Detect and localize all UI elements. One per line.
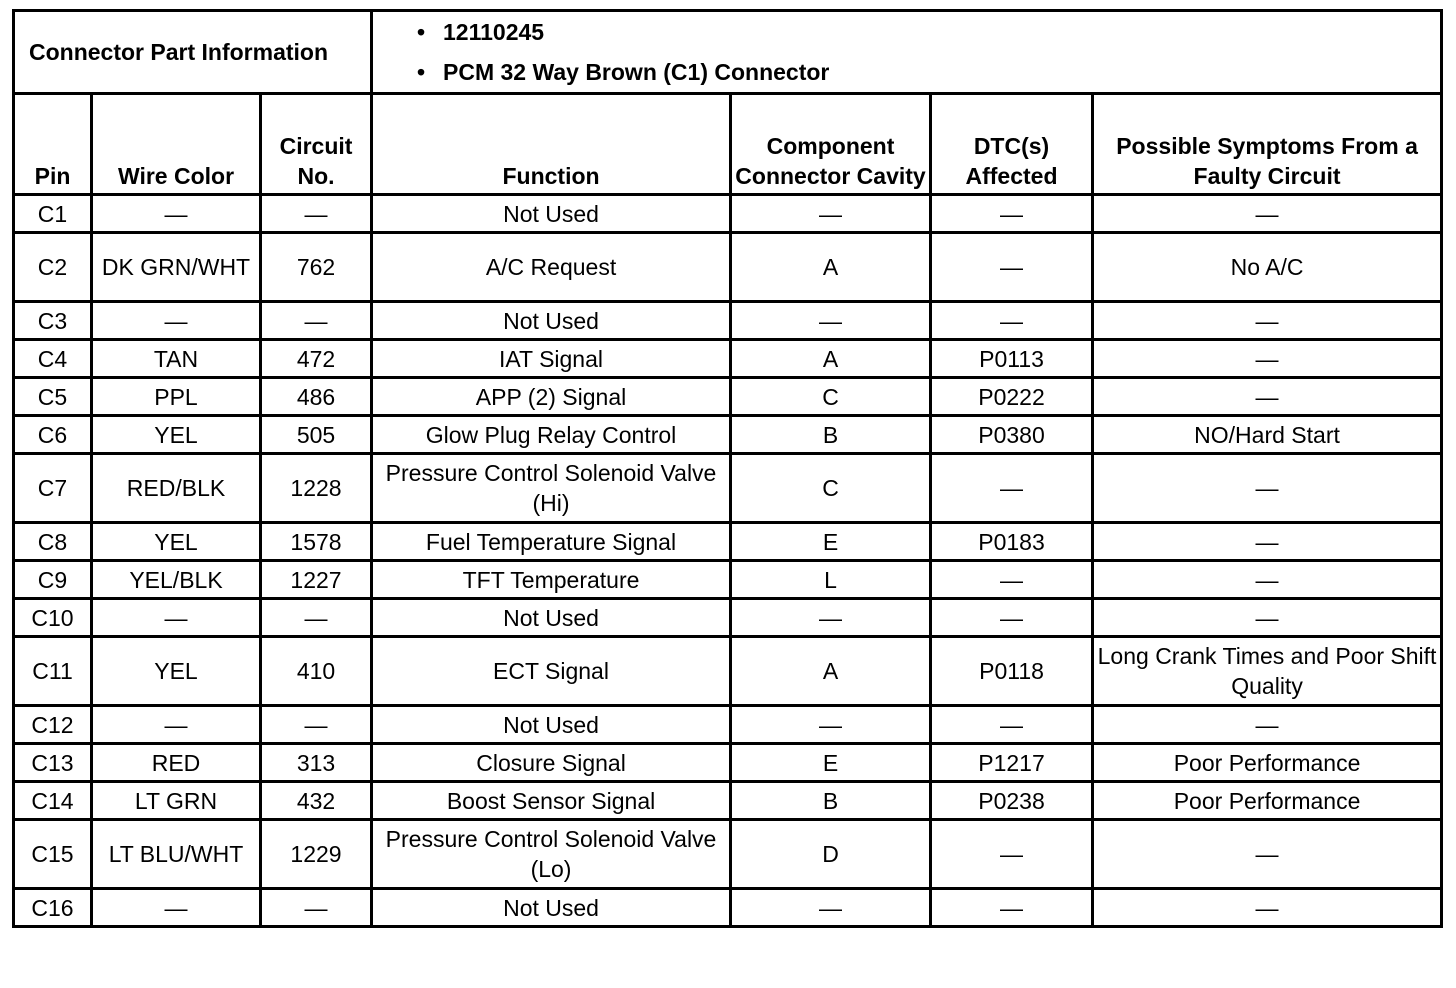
- cell-symptoms: —: [1093, 340, 1442, 378]
- cell-function: Fuel Temperature Signal: [372, 523, 731, 561]
- bullet-icon: •: [417, 59, 426, 85]
- cell-circuit-no: 313: [261, 744, 372, 782]
- cell-cavity: —: [731, 889, 931, 927]
- cell-dtc: —: [931, 195, 1093, 233]
- cell-pin: C12: [14, 706, 92, 744]
- table-row: [14, 302, 1442, 340]
- cell-dtc: —: [931, 302, 1093, 340]
- cell-dtc: P0222: [931, 378, 1093, 416]
- cell-function: Boost Sensor Signal: [372, 782, 731, 820]
- cell-symptoms: Poor Performance: [1093, 744, 1442, 782]
- cell-cavity: B: [731, 416, 931, 454]
- col-header-cavity: Component Connector Cavity: [731, 94, 931, 195]
- cell-wire-color: LT BLU/WHT: [92, 820, 261, 889]
- cell-wire-color: LT GRN: [92, 782, 261, 820]
- cell-function: Not Used: [372, 889, 731, 927]
- cell-cavity: L: [731, 561, 931, 599]
- cell-wire-color: TAN: [92, 340, 261, 378]
- cell-function: Pressure Control Solenoid Valve (Hi): [372, 454, 731, 523]
- cell-function: Pressure Control Solenoid Valve (Lo): [372, 820, 731, 889]
- connector-pinout-table: [12, 9, 1443, 928]
- cell-function: Not Used: [372, 195, 731, 233]
- cell-function: ECT Signal: [372, 637, 731, 706]
- cell-cavity: —: [731, 195, 931, 233]
- cell-wire-color: YEL: [92, 416, 261, 454]
- cell-circuit-no: 505: [261, 416, 372, 454]
- cell-symptoms: —: [1093, 889, 1442, 927]
- cell-cavity: A: [731, 233, 931, 302]
- col-header-pin: Pin: [14, 94, 92, 195]
- table-row: [14, 340, 1442, 378]
- cell-dtc: P0238: [931, 782, 1093, 820]
- column-header-row: [14, 94, 1442, 195]
- cell-wire-color: PPL: [92, 378, 261, 416]
- cell-symptoms: —: [1093, 378, 1442, 416]
- table-row: [14, 820, 1442, 889]
- cell-circuit-no: 1227: [261, 561, 372, 599]
- cell-symptoms: Poor Performance: [1093, 782, 1442, 820]
- cell-dtc: —: [931, 454, 1093, 523]
- cell-pin: C13: [14, 744, 92, 782]
- cell-dtc: P0118: [931, 637, 1093, 706]
- cell-circuit-no: 432: [261, 782, 372, 820]
- cell-symptoms: —: [1093, 820, 1442, 889]
- cell-pin: C14: [14, 782, 92, 820]
- cell-pin: C8: [14, 523, 92, 561]
- cell-symptoms: No A/C: [1093, 233, 1442, 302]
- cell-wire-color: RED/BLK: [92, 454, 261, 523]
- cell-circuit-no: —: [261, 889, 372, 927]
- connector-info-item: [417, 52, 1438, 92]
- cell-circuit-no: 1229: [261, 820, 372, 889]
- cell-symptoms: Long Crank Times and Poor Shift Quality: [1093, 637, 1442, 706]
- cell-cavity: C: [731, 378, 931, 416]
- cell-pin: C5: [14, 378, 92, 416]
- cell-symptoms: —: [1093, 454, 1442, 523]
- cell-dtc: P0183: [931, 523, 1093, 561]
- cell-wire-color: YEL/BLK: [92, 561, 261, 599]
- cell-pin: C7: [14, 454, 92, 523]
- cell-wire-color: —: [92, 195, 261, 233]
- cell-symptoms: NO/Hard Start: [1093, 416, 1442, 454]
- cell-symptoms: —: [1093, 302, 1442, 340]
- cell-wire-color: —: [92, 599, 261, 637]
- connector-description: PCM 32 Way Brown (C1) Connector: [443, 59, 830, 85]
- table-row: [14, 233, 1442, 302]
- cell-pin: C15: [14, 820, 92, 889]
- cell-function: Not Used: [372, 706, 731, 744]
- cell-pin: C11: [14, 637, 92, 706]
- cell-dtc: P0113: [931, 340, 1093, 378]
- cell-function: Not Used: [372, 302, 731, 340]
- cell-dtc: —: [931, 599, 1093, 637]
- cell-cavity: D: [731, 820, 931, 889]
- cell-circuit-no: —: [261, 706, 372, 744]
- cell-circuit-no: —: [261, 302, 372, 340]
- cell-pin: C3: [14, 302, 92, 340]
- cell-function: Not Used: [372, 599, 731, 637]
- connector-info-list: [372, 11, 1442, 94]
- cell-pin: C16: [14, 889, 92, 927]
- cell-circuit-no: 762: [261, 233, 372, 302]
- cell-dtc: —: [931, 820, 1093, 889]
- cell-wire-color: —: [92, 706, 261, 744]
- cell-circuit-no: 486: [261, 378, 372, 416]
- cell-function: A/C Request: [372, 233, 731, 302]
- connector-info-label: Connector Part Information: [14, 11, 372, 94]
- table-row: [14, 523, 1442, 561]
- table-row: [14, 889, 1442, 927]
- cell-pin: C6: [14, 416, 92, 454]
- cell-pin: C10: [14, 599, 92, 637]
- cell-dtc: —: [931, 889, 1093, 927]
- col-header-wire-color: Wire Color: [92, 94, 261, 195]
- cell-symptoms: —: [1093, 523, 1442, 561]
- cell-pin: C9: [14, 561, 92, 599]
- cell-function: TFT Temperature: [372, 561, 731, 599]
- cell-symptoms: —: [1093, 195, 1442, 233]
- cell-cavity: A: [731, 340, 931, 378]
- cell-cavity: —: [731, 706, 931, 744]
- cell-cavity: E: [731, 744, 931, 782]
- bullet-icon: •: [417, 19, 426, 45]
- col-header-symptoms: Possible Symptoms From a Faulty Circuit: [1093, 94, 1442, 195]
- cell-dtc: —: [931, 561, 1093, 599]
- cell-wire-color: YEL: [92, 523, 261, 561]
- cell-circuit-no: 1228: [261, 454, 372, 523]
- cell-wire-color: DK GRN/WHT: [92, 233, 261, 302]
- cell-dtc: P1217: [931, 744, 1093, 782]
- cell-function: APP (2) Signal: [372, 378, 731, 416]
- cell-symptoms: —: [1093, 599, 1442, 637]
- cell-pin: C2: [14, 233, 92, 302]
- table-row: [14, 454, 1442, 523]
- cell-function: IAT Signal: [372, 340, 731, 378]
- table-row: [14, 195, 1442, 233]
- table-row: [14, 744, 1442, 782]
- col-header-dtc: DTC(s) Affected: [931, 94, 1093, 195]
- cell-dtc: P0380: [931, 416, 1093, 454]
- pin-rows: [14, 195, 1442, 927]
- cell-cavity: A: [731, 637, 931, 706]
- cell-circuit-no: —: [261, 599, 372, 637]
- cell-symptoms: —: [1093, 561, 1442, 599]
- cell-cavity: E: [731, 523, 931, 561]
- connector-info-row: [14, 11, 1442, 94]
- cell-wire-color: RED: [92, 744, 261, 782]
- cell-pin: C4: [14, 340, 92, 378]
- table-row: [14, 378, 1442, 416]
- cell-pin: C1: [14, 195, 92, 233]
- part-number: 12110245: [443, 19, 545, 45]
- connector-info-item: [417, 12, 1438, 52]
- table-row: [14, 782, 1442, 820]
- cell-cavity: —: [731, 599, 931, 637]
- table-row: [14, 706, 1442, 744]
- table-row: [14, 637, 1442, 706]
- cell-circuit-no: 410: [261, 637, 372, 706]
- col-header-circuit-no: Circuit No.: [261, 94, 372, 195]
- cell-function: Glow Plug Relay Control: [372, 416, 731, 454]
- table-row: [14, 561, 1442, 599]
- table-row: [14, 599, 1442, 637]
- cell-function: Closure Signal: [372, 744, 731, 782]
- cell-cavity: C: [731, 454, 931, 523]
- cell-dtc: —: [931, 233, 1093, 302]
- cell-wire-color: YEL: [92, 637, 261, 706]
- cell-wire-color: —: [92, 302, 261, 340]
- cell-circuit-no: 1578: [261, 523, 372, 561]
- table-row: [14, 416, 1442, 454]
- col-header-function: Function: [372, 94, 731, 195]
- cell-dtc: —: [931, 706, 1093, 744]
- cell-cavity: —: [731, 302, 931, 340]
- cell-wire-color: —: [92, 889, 261, 927]
- cell-cavity: B: [731, 782, 931, 820]
- cell-circuit-no: 472: [261, 340, 372, 378]
- cell-symptoms: —: [1093, 706, 1442, 744]
- cell-circuit-no: —: [261, 195, 372, 233]
